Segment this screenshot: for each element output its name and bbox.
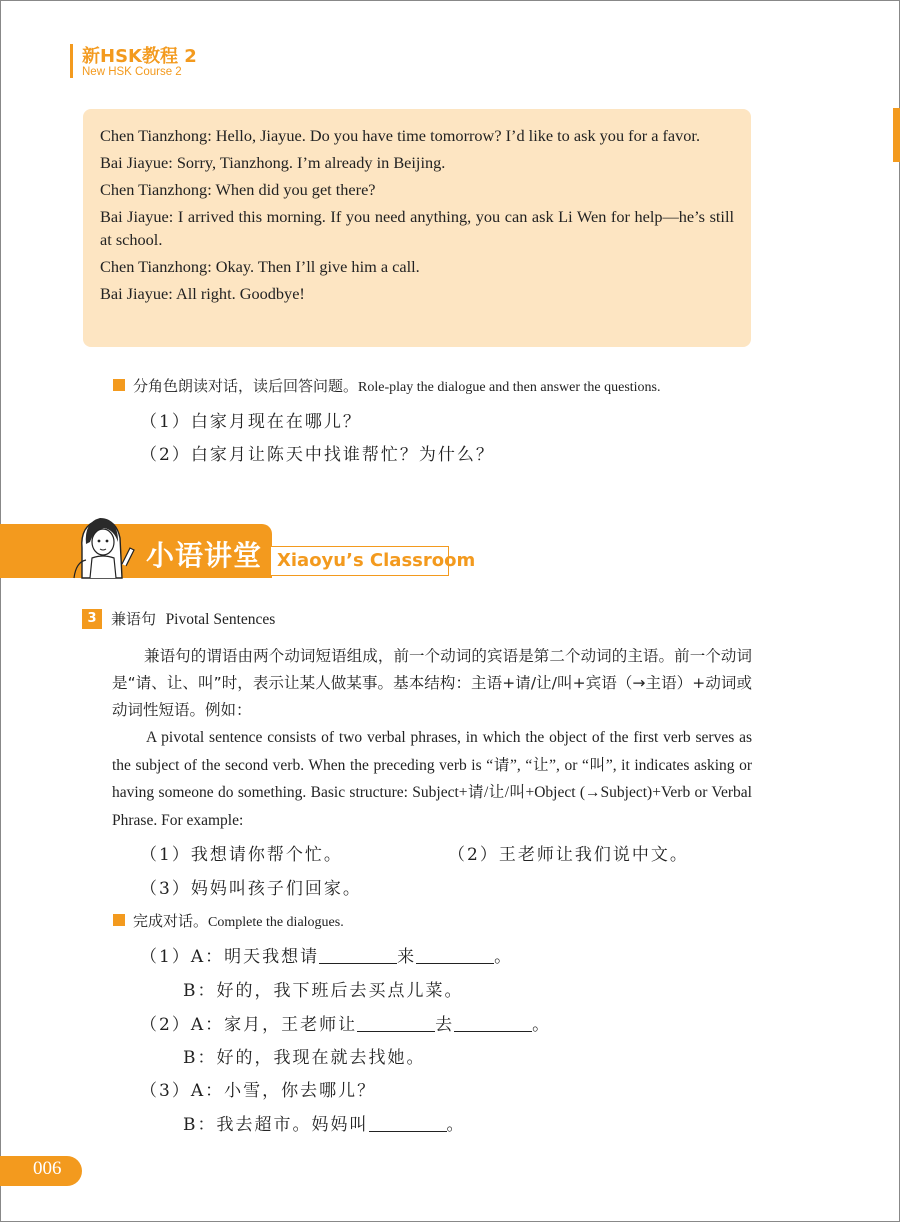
- question-1: （1）白家月现在在哪儿？: [140, 412, 362, 432]
- instruction-cn: 分角色朗读对话，读后回答问题。: [133, 377, 359, 395]
- book-subtitle: New HSK Course 2: [82, 66, 182, 78]
- xiaoyu-avatar-icon: [60, 508, 140, 580]
- dialogue-box: [83, 109, 751, 347]
- dialogue-item-2-a: [140, 1010, 551, 1035]
- dialogue-item-3-a: [140, 1076, 376, 1101]
- question-2: （2）白家月让陈天中找谁帮忙？为什么？: [140, 445, 495, 465]
- line-text: 去: [435, 1015, 455, 1035]
- bullet-square-icon: [113, 379, 125, 391]
- section-title-cn: 兼语句: [111, 610, 157, 628]
- example-3: （3）妈妈叫孩子们回家。: [140, 879, 362, 899]
- dialogue-line: Bai Jiayue: I arrived this morning. If you need anything, you can ask Li Wen for help—he’s still at school.: [100, 207, 734, 249]
- exercise2-instruction: [133, 910, 344, 931]
- fill-blank[interactable]: [369, 1113, 447, 1132]
- line-text: A：明天我想请: [190, 947, 320, 967]
- dialogue-line: Chen Tianzhong: Hello, Jiayue. Do you have time tomorrow? I’d like to ask you for a favor.: [100, 126, 701, 145]
- section-title-en: Pivotal Sentences: [165, 611, 276, 628]
- section-title: [111, 608, 275, 629]
- book-title: 新HSK教程 2: [82, 46, 197, 67]
- dialogue-line: Chen Tianzhong: When did you get there?: [100, 180, 376, 199]
- line-text: 。: [446, 1115, 466, 1135]
- dialogue-line: Chen Tianzhong: Okay. Then I’ll give him a call.: [100, 257, 420, 276]
- explanation-cn: 兼语句的谓语由两个动词短语组成，前一个动词的宾语是第二个动词的主语。前一个动词是“请、让、叫”时，表示让某人做某事。基本结构：主语+请/让/叫+宾语（→主语）+动词或动词性短语。例如：: [112, 647, 752, 719]
- example-1: （1）我想请你帮个忙。: [140, 845, 343, 865]
- dialogue-item-1-a: [140, 942, 513, 967]
- line-text: B：我去超市。妈妈叫: [183, 1115, 369, 1135]
- instruction-cn: 完成对话。: [133, 912, 209, 930]
- instruction-en: Complete the dialogues.: [208, 915, 344, 930]
- bullet-square-icon: [113, 914, 125, 926]
- line-text: 。: [494, 947, 514, 967]
- page-number: 006: [33, 1158, 62, 1179]
- item-number: （1）: [140, 947, 191, 967]
- example-2: （2）王老师让我们说中文。: [448, 845, 689, 865]
- item-number: （2）: [140, 1015, 191, 1035]
- chapter-edge-tab: [893, 108, 900, 162]
- dialogue-item-3-b: [183, 1110, 466, 1135]
- section-number-badge: 3: [82, 609, 102, 629]
- line-text: 来: [397, 947, 417, 967]
- header-accent-bar: [70, 44, 73, 78]
- classroom-banner-subtitle: Xiaoyu’s Classroom: [277, 550, 476, 571]
- line-text: 。: [532, 1015, 552, 1035]
- dialogue-line: Bai Jiayue: All right. Goodbye!: [100, 284, 305, 303]
- line-text: A：小雪，你去哪儿？: [190, 1081, 377, 1101]
- dialogue-item-1-b: B：好的，我下班后去买点儿菜。: [183, 981, 464, 1001]
- item-number: （3）: [140, 1081, 191, 1101]
- fill-blank[interactable]: [319, 945, 397, 964]
- dialogue-item-2-b: B：好的，我现在就去找她。: [183, 1048, 426, 1068]
- fill-blank[interactable]: [357, 1013, 435, 1032]
- line-text: A：家月，王老师让: [190, 1015, 358, 1035]
- classroom-banner-title: 小语讲堂: [146, 539, 263, 572]
- instruction-en: Role-play the dialogue and then answer the questions.: [358, 380, 661, 395]
- fill-blank[interactable]: [454, 1013, 532, 1032]
- explanation-en: A pivotal sentence consists of two verbal phrases, in which the object of the first verb serves as the subject of the second verb. When the preceding verb is “请”, “让”, or “叫”, it indicates asking or having someone do something. Basic structure: Subject+请/让/叫+Object (→Subject)+Verb or Verbal Phrase. For example:: [112, 729, 752, 829]
- dialogue-line: Bai Jiayue: Sorry, Tianzhong. I’m already in Beijing.: [100, 153, 446, 172]
- fill-blank[interactable]: [416, 945, 494, 964]
- exercise1-instruction: [133, 375, 661, 396]
